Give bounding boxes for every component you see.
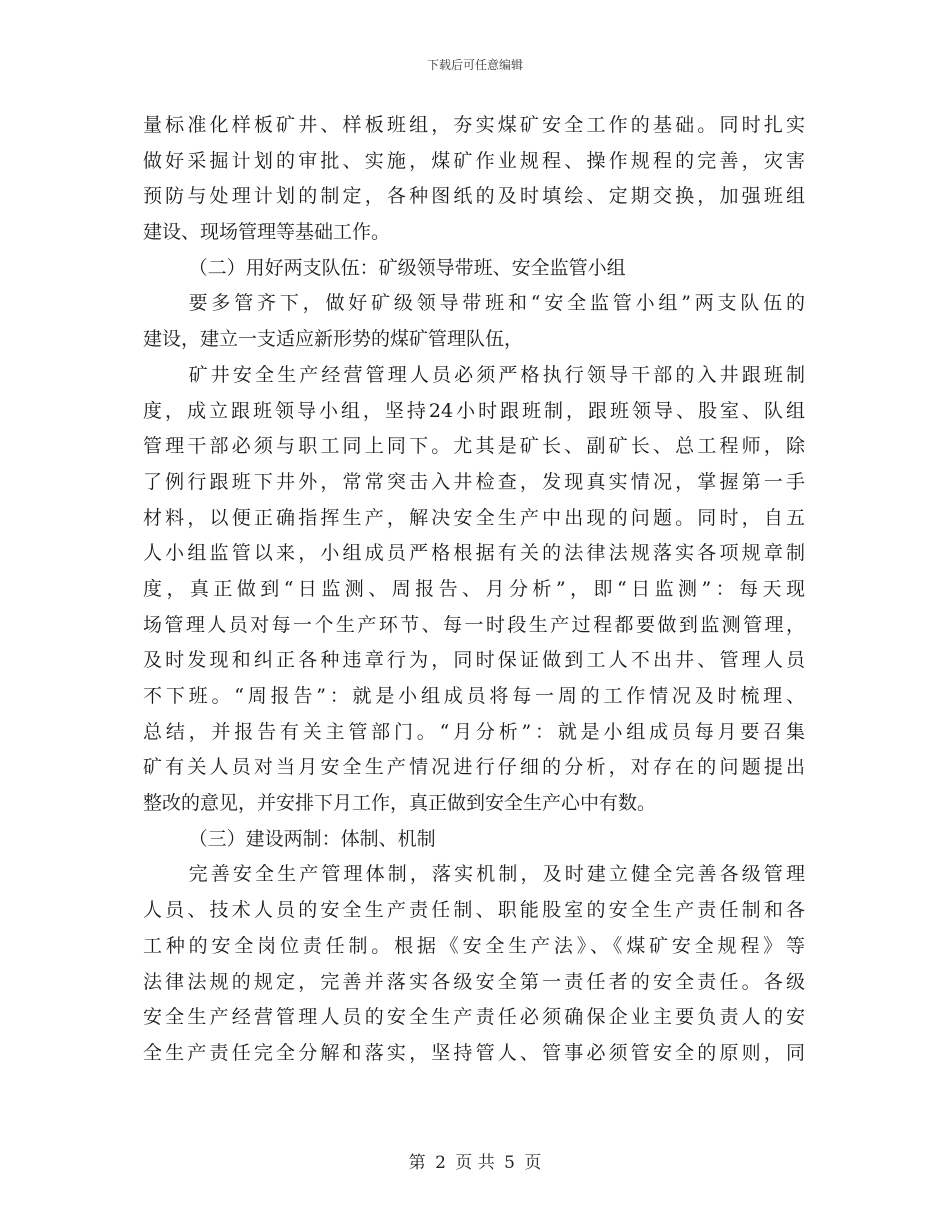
text-line: 建设，建立一支适应新形势的煤矿管理队伍， <box>143 328 524 351</box>
text-line: 总结，并报告有关主管部门。“月分析”：就是小组成员每月要召集 <box>143 720 805 743</box>
text-line: 要多管齐下，做好矿级领导带班和“安全监管小组”两支队伍的 <box>188 292 805 315</box>
text-line: 管理干部必须与职工同上同下。尤其是矿长、副矿长、总工程师，除 <box>143 435 805 458</box>
text-line: 场管理人员对每一个生产环节、每一时段生产过程都要做到监测管理， <box>143 613 805 636</box>
document-body <box>143 108 805 1072</box>
text-line: 了例行跟班下井外，常常突击入井检查，发现真实情况，掌握第一手 <box>143 470 805 493</box>
page-footer <box>0 1148 950 1173</box>
footer-prefix: 第 <box>408 1153 426 1173</box>
text-line: 度，成立跟班领导小组，坚持24小时跟班制，跟班领导、股室、队组 <box>143 399 805 422</box>
footer-page-number: 2 <box>435 1153 446 1173</box>
text-line: （二）用好两支队伍：矿级领导带班、安全监管小组 <box>188 256 626 279</box>
text-line: 完善安全生产管理体制，落实机制，及时建立健全完善各级管理 <box>188 863 805 886</box>
text-line: 不下班。“周报告”：就是小组成员将每一周的工作情况及时梳理、 <box>143 685 805 707</box>
text-line: 材料，以便正确指挥生产，解决安全生产中出现的问题。同时，自五 <box>143 506 805 529</box>
footer-middle: 页 共 <box>455 1153 495 1173</box>
text-line: 全生产责任完全分解和落实，坚持管人、管事必须管安全的原则，同 <box>143 1041 805 1064</box>
text-line: 及时发现和纠正各种违章行为，同时保证做到工人不出井、管理人员 <box>143 649 805 672</box>
text-line: 矿井安全生产经营管理人员必须严格执行领导干部的入井跟班制 <box>188 363 805 386</box>
text-line: 预防与处理计划的制定，各种图纸的及时填绘、定期交换，加强班组 <box>143 185 805 208</box>
text-line: 量标准化样板矿井、样板班组，夯实煤矿安全工作的基础。同时扎实 <box>143 114 805 136</box>
text-line: 人小组监管以来，小组成员严格根据有关的法律法规落实各项规章制 <box>143 542 805 565</box>
text-line: 人员、技术人员的安全生产责任制、职能股室的安全生产责任制和各 <box>143 899 805 922</box>
text-line: 法律法规的规定，完善并落实各级安全第一责任者的安全责任。各级 <box>143 970 805 993</box>
text-line: 做好采掘计划的审批、实施，煤矿作业规程、操作规程的完善，灾害 <box>143 149 805 172</box>
footer-suffix: 页 <box>524 1153 542 1173</box>
text-line: （三）建设两制：体制、机制 <box>188 827 436 850</box>
page-header: 下载后可任意编辑 <box>426 58 523 72</box>
text-line: 建设、现场管理等基础工作。 <box>143 221 391 244</box>
footer-total-pages: 5 <box>504 1153 515 1173</box>
text-line: 度，真正做到“日监测、周报告、月分析”，即“日监测”：每天现 <box>143 577 805 600</box>
text-line: 工种的安全岗位责任制。根据《安全生产法》、《煤矿安全规程》等 <box>143 934 805 957</box>
text-line: 矿有关人员对当月安全生产情况进行仔细的分析，对存在的问题提出 <box>143 756 805 779</box>
text-line: 整改的意见，并安排下月工作，真正做到安全生产心中有数。 <box>143 792 657 815</box>
text-line: 安全生产经营管理人员的安全生产责任必须确保企业主要负责人的安 <box>143 1006 805 1029</box>
